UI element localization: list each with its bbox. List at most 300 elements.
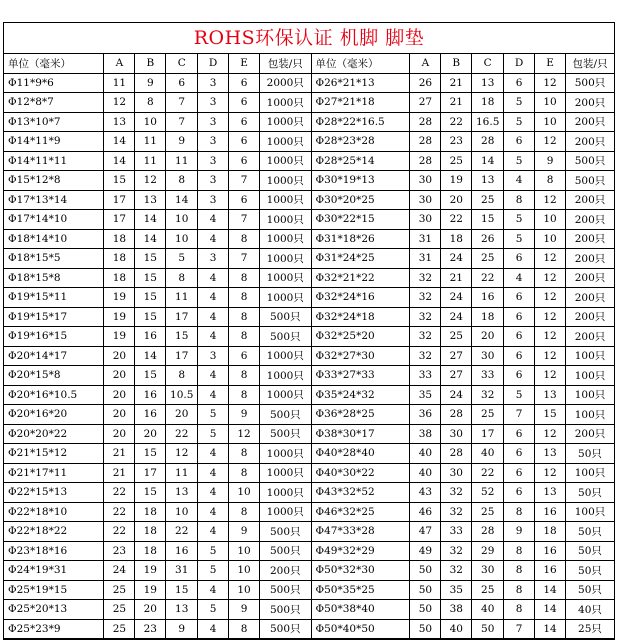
left-size-cell: Φ19*16*15 [4, 327, 104, 347]
right-c-cell: 13 [472, 73, 504, 93]
left-e-cell: 6 [229, 346, 260, 366]
sheet-title: ROHS环保认证 机脚 脚垫 [4, 23, 614, 54]
right-e-cell: 8 [535, 171, 566, 191]
left-e-cell: 9 [229, 600, 260, 620]
right-c-cell: 30 [472, 346, 504, 366]
right-a-cell: 49 [410, 541, 441, 561]
right-d-cell: 6 [504, 73, 535, 93]
left-pack-cell: 2000只 [260, 73, 312, 93]
left-size-cell: Φ22*18*22 [4, 522, 104, 542]
right-c-cell: 28 [472, 132, 504, 152]
right-a-cell: 30 [410, 190, 441, 210]
left-a-cell: 20 [104, 346, 135, 366]
left-e-cell: 8 [229, 463, 260, 483]
right-pack-cell: 100只 [565, 366, 614, 386]
right-c-cell: 22 [472, 463, 504, 483]
left-d-cell: 5 [198, 405, 229, 425]
right-c-cell: 40 [472, 600, 504, 620]
left-pack-cell: 500只 [260, 522, 312, 542]
right-a-cell: 32 [410, 288, 441, 308]
left-size-cell: Φ24*19*31 [4, 561, 104, 581]
table-row [4, 600, 614, 620]
left-b-cell: 13 [135, 190, 166, 210]
right-a-cell: 50 [410, 561, 441, 581]
right-pack-cell: 200只 [565, 268, 614, 288]
left-c-cell: 10 [166, 229, 198, 249]
left-b-cell: 19 [135, 561, 166, 581]
right-a-cell: 40 [410, 463, 441, 483]
right-e-cell: 15 [535, 405, 566, 425]
left-d-cell: 3 [198, 151, 229, 171]
left-d-cell: 4 [198, 502, 229, 522]
left-a-cell: 25 [104, 580, 135, 600]
right-pack-cell: 200只 [565, 112, 614, 132]
left-d-cell: 3 [198, 171, 229, 191]
left-c-cell: 6 [166, 73, 198, 93]
table-row [4, 366, 614, 386]
left-pack-cell: 1000只 [260, 268, 312, 288]
left-b-cell: 15 [135, 444, 166, 464]
right-a-cell: 28 [410, 132, 441, 152]
left-c-cell: 8 [166, 366, 198, 386]
left-c-cell: 9 [166, 132, 198, 152]
right-b-cell: 30 [441, 463, 472, 483]
right-d-cell: 6 [504, 424, 535, 444]
table-row [4, 210, 614, 230]
left-d-cell: 3 [198, 112, 229, 132]
right-pack-cell: 40只 [565, 600, 614, 620]
right-e-cell: 12 [535, 463, 566, 483]
right-c-cell: 32 [472, 385, 504, 405]
left-b-cell: 18 [135, 502, 166, 522]
right-c-cell: 17 [472, 424, 504, 444]
right-d-cell: 4 [504, 171, 535, 191]
right-a-cell: 32 [410, 327, 441, 347]
left-e-cell: 10 [229, 561, 260, 581]
left-c-cell: 14 [166, 190, 198, 210]
left-pack-cell: 1000只 [260, 444, 312, 464]
left-pack-cell: 1000只 [260, 190, 312, 210]
left-b-cell: 8 [135, 93, 166, 113]
left-e-cell: 8 [229, 444, 260, 464]
left-c-cell: 31 [166, 561, 198, 581]
left-pack-cell: 500只 [260, 580, 312, 600]
left-a-cell: 20 [104, 424, 135, 444]
left-pack-cell: 1000只 [260, 385, 312, 405]
left-a-cell: 18 [104, 249, 135, 269]
left-c-cell: 9 [166, 619, 198, 639]
right-d-cell: 4 [504, 268, 535, 288]
left-a-cell: 25 [104, 619, 135, 639]
left-a-cell: 17 [104, 210, 135, 230]
left-d-cell: 5 [198, 541, 229, 561]
right-d-cell: 6 [504, 444, 535, 464]
right-a-cell: 38 [410, 424, 441, 444]
left-c-header: C [166, 54, 198, 73]
right-size-cell: Φ50*32*30 [311, 561, 410, 581]
right-pack-cell: 50只 [565, 444, 614, 464]
right-b-cell: 22 [441, 210, 472, 230]
left-e-cell: 7 [229, 249, 260, 269]
left-c-cell: 16 [166, 541, 198, 561]
left-b-cell: 20 [135, 600, 166, 620]
right-d-cell: 8 [504, 190, 535, 210]
left-a-cell: 14 [104, 132, 135, 152]
right-b-cell: 19 [441, 171, 472, 191]
right-e-cell: 12 [535, 327, 566, 347]
left-b-cell: 10 [135, 112, 166, 132]
left-a-cell: 20 [104, 385, 135, 405]
right-d-cell: 6 [504, 132, 535, 152]
right-b-cell: 30 [441, 424, 472, 444]
right-size-cell: Φ31*18*26 [311, 229, 410, 249]
left-size-cell: Φ25*20*13 [4, 600, 104, 620]
right-size-cell: Φ28*25*14 [311, 151, 410, 171]
left-pack-cell: 1000只 [260, 112, 312, 132]
right-size-cell: Φ28*22*16.5 [311, 112, 410, 132]
right-c-cell: 26 [472, 229, 504, 249]
left-b-cell: 15 [135, 307, 166, 327]
table-row [4, 327, 614, 347]
left-b-cell: 15 [135, 366, 166, 386]
right-c-cell: 13 [472, 171, 504, 191]
right-e-header: E [535, 54, 566, 73]
right-size-cell: Φ50*40*50 [311, 619, 410, 639]
right-pack-cell: 200只 [565, 210, 614, 230]
table-row [4, 522, 614, 542]
left-c-cell: 7 [166, 93, 198, 113]
left-a-cell: 14 [104, 151, 135, 171]
right-e-cell: 13 [535, 385, 566, 405]
left-e-cell: 8 [229, 619, 260, 639]
right-b-cell: 20 [441, 190, 472, 210]
left-pack-cell: 1000只 [260, 366, 312, 386]
left-a-cell: 13 [104, 112, 135, 132]
left-c-cell: 8 [166, 268, 198, 288]
left-c-cell: 22 [166, 424, 198, 444]
left-size-cell: Φ20*16*20 [4, 405, 104, 425]
left-b-cell: 9 [135, 73, 166, 93]
left-size-cell: Φ18*15*8 [4, 268, 104, 288]
right-size-cell: Φ27*21*18 [311, 93, 410, 113]
table-row [4, 229, 614, 249]
left-c-cell: 7 [166, 112, 198, 132]
right-pack-cell: 200只 [565, 327, 614, 347]
left-a-cell: 19 [104, 327, 135, 347]
left-e-cell: 8 [229, 288, 260, 308]
left-size-cell: Φ15*12*8 [4, 171, 104, 191]
right-pack-cell: 50只 [565, 483, 614, 503]
right-pack-cell: 50只 [565, 580, 614, 600]
right-a-cell: 32 [410, 268, 441, 288]
table-row [4, 268, 614, 288]
left-pack-cell: 500只 [260, 327, 312, 347]
right-e-cell: 16 [535, 561, 566, 581]
left-size-cell: Φ14*11*9 [4, 132, 104, 152]
right-a-cell: 50 [410, 619, 441, 639]
right-e-cell: 12 [535, 268, 566, 288]
left-a-cell: 11 [104, 73, 135, 93]
right-d-cell: 6 [504, 483, 535, 503]
left-d-cell: 4 [198, 327, 229, 347]
right-c-cell: 40 [472, 444, 504, 464]
left-d-cell: 5 [198, 561, 229, 581]
left-pack-cell: 1000只 [260, 346, 312, 366]
left-pack-cell: 1000只 [260, 151, 312, 171]
right-c-cell: 16 [472, 288, 504, 308]
right-pack-cell: 200只 [565, 190, 614, 210]
right-c-cell: 22 [472, 268, 504, 288]
right-c-cell: 25 [472, 580, 504, 600]
left-a-cell: 23 [104, 541, 135, 561]
left-e-cell: 8 [229, 229, 260, 249]
left-c-cell: 22 [166, 522, 198, 542]
right-b-cell: 21 [441, 73, 472, 93]
right-size-cell: Φ40*28*40 [311, 444, 410, 464]
right-size-cell: Φ30*22*15 [311, 210, 410, 230]
right-e-cell: 13 [535, 444, 566, 464]
left-b-cell: 14 [135, 210, 166, 230]
right-a-cell: 28 [410, 112, 441, 132]
left-b-cell: 15 [135, 288, 166, 308]
right-size-cell: Φ43*32*52 [311, 483, 410, 503]
table-row [4, 541, 614, 561]
right-pack-cell: 100只 [565, 346, 614, 366]
right-b-cell: 40 [441, 619, 472, 639]
left-c-cell: 20 [166, 405, 198, 425]
table-row [4, 171, 614, 191]
right-d-cell: 5 [504, 229, 535, 249]
right-c-cell: 25 [472, 190, 504, 210]
right-d-cell: 6 [504, 288, 535, 308]
spec-table-body [4, 54, 614, 639]
right-size-cell: Φ36*28*25 [311, 405, 410, 425]
left-pack-cell: 1000只 [260, 502, 312, 522]
left-size-cell: Φ22*15*13 [4, 483, 104, 503]
table-row [4, 93, 614, 113]
right-a-cell: 30 [410, 171, 441, 191]
left-size-cell: Φ25*23*9 [4, 619, 104, 639]
right-pack-cell: 200只 [565, 288, 614, 308]
left-pack-cell: 1000只 [260, 483, 312, 503]
right-pack-cell: 200只 [565, 132, 614, 152]
left-c-cell: 11 [166, 463, 198, 483]
left-c-cell: 15 [166, 327, 198, 347]
left-e-cell: 9 [229, 405, 260, 425]
right-e-cell: 16 [535, 502, 566, 522]
right-pack-cell: 100只 [565, 405, 614, 425]
left-e-cell: 6 [229, 93, 260, 113]
right-a-cell: 47 [410, 522, 441, 542]
left-a-cell: 15 [104, 171, 135, 191]
right-e-cell: 10 [535, 210, 566, 230]
right-d-cell: 8 [504, 580, 535, 600]
right-b-cell: 28 [441, 405, 472, 425]
right-a-cell: 31 [410, 229, 441, 249]
right-size-cell: Φ30*20*25 [311, 190, 410, 210]
right-size-cell: Φ49*32*29 [311, 541, 410, 561]
right-d-cell: 9 [504, 522, 535, 542]
table-row [4, 385, 614, 405]
right-a-cell: 35 [410, 385, 441, 405]
left-size-cell: Φ21*15*12 [4, 444, 104, 464]
right-a-cell: 30 [410, 210, 441, 230]
right-size-cell: Φ32*27*30 [311, 346, 410, 366]
left-e-cell: 8 [229, 366, 260, 386]
left-e-cell: 8 [229, 502, 260, 522]
table-row [4, 619, 614, 639]
left-pack-cell: 1000只 [260, 288, 312, 308]
right-b-cell: 27 [441, 346, 472, 366]
left-b-header: B [135, 54, 166, 73]
right-size-cell: Φ50*38*40 [311, 600, 410, 620]
right-size-cell: Φ40*30*22 [311, 463, 410, 483]
left-b-cell: 15 [135, 249, 166, 269]
left-size-cell: Φ17*14*10 [4, 210, 104, 230]
left-size-cell: Φ20*15*8 [4, 366, 104, 386]
right-d-cell: 6 [504, 346, 535, 366]
right-e-cell: 9 [535, 151, 566, 171]
right-size-cell: Φ32*24*16 [311, 288, 410, 308]
table-row [4, 346, 614, 366]
left-pack-cell: 500只 [260, 600, 312, 620]
right-size-cell: Φ32*25*20 [311, 327, 410, 347]
right-a-header: A [410, 54, 441, 73]
left-b-cell: 18 [135, 541, 166, 561]
header-row [4, 54, 614, 73]
right-e-cell: 10 [535, 229, 566, 249]
left-e-header: E [229, 54, 260, 73]
left-c-cell: 17 [166, 307, 198, 327]
right-b-cell: 32 [441, 483, 472, 503]
right-d-cell: 8 [504, 541, 535, 561]
left-d-cell: 5 [198, 600, 229, 620]
right-a-cell: 50 [410, 580, 441, 600]
left-size-cell: Φ13*10*7 [4, 112, 104, 132]
right-size-cell: Φ46*32*25 [311, 502, 410, 522]
left-b-cell: 14 [135, 346, 166, 366]
left-e-cell: 8 [229, 268, 260, 288]
left-d-cell: 4 [198, 619, 229, 639]
right-a-cell: 43 [410, 483, 441, 503]
right-e-cell: 12 [535, 288, 566, 308]
table-row [4, 112, 614, 132]
left-c-cell: 11 [166, 151, 198, 171]
right-c-cell: 25 [472, 249, 504, 269]
right-size-cell: Φ33*27*33 [311, 366, 410, 386]
left-b-cell: 14 [135, 229, 166, 249]
right-a-cell: 50 [410, 600, 441, 620]
right-c-cell: 15 [472, 210, 504, 230]
right-d-cell: 8 [504, 561, 535, 581]
left-e-cell: 6 [229, 190, 260, 210]
right-pack-header: 包装/只 [565, 54, 614, 73]
right-e-cell: 14 [535, 580, 566, 600]
left-pack-cell: 1000只 [260, 463, 312, 483]
left-pack-cell: 500只 [260, 619, 312, 639]
right-pack-cell: 50只 [565, 541, 614, 561]
left-pack-cell: 1000只 [260, 249, 312, 269]
right-c-cell: 50 [472, 619, 504, 639]
right-d-cell: 6 [504, 327, 535, 347]
right-c-cell: 30 [472, 561, 504, 581]
right-size-cell: Φ50*35*25 [311, 580, 410, 600]
left-c-cell: 17 [166, 346, 198, 366]
right-b-cell: 24 [441, 249, 472, 269]
left-c-cell: 8 [166, 171, 198, 191]
right-a-cell: 36 [410, 405, 441, 425]
left-b-cell: 16 [135, 327, 166, 347]
left-a-cell: 22 [104, 522, 135, 542]
left-d-cell: 4 [198, 483, 229, 503]
right-d-cell: 6 [504, 307, 535, 327]
left-d-cell: 3 [198, 249, 229, 269]
right-b-cell: 32 [441, 561, 472, 581]
table-row [4, 483, 614, 503]
left-c-cell: 5 [166, 249, 198, 269]
right-size-cell: Φ35*24*32 [311, 385, 410, 405]
left-pack-cell: 1000只 [260, 93, 312, 113]
left-size-cell: Φ18*14*10 [4, 229, 104, 249]
left-pack-cell: 1000只 [260, 210, 312, 230]
left-size-cell: Φ19*15*17 [4, 307, 104, 327]
right-b-cell: 38 [441, 600, 472, 620]
right-d-header: D [504, 54, 535, 73]
right-e-cell: 12 [535, 190, 566, 210]
left-e-cell: 10 [229, 483, 260, 503]
right-a-cell: 32 [410, 346, 441, 366]
right-c-cell: 29 [472, 541, 504, 561]
left-pack-cell: 500只 [260, 541, 312, 561]
left-b-cell: 17 [135, 463, 166, 483]
left-a-cell: 21 [104, 444, 135, 464]
left-d-cell: 3 [198, 73, 229, 93]
right-pack-cell: 25只 [565, 619, 614, 639]
right-e-cell: 12 [535, 73, 566, 93]
table-row [4, 405, 614, 425]
left-c-cell: 12 [166, 444, 198, 464]
right-d-cell: 7 [504, 405, 535, 425]
table-row [4, 151, 614, 171]
left-size-cell: Φ11*9*6 [4, 73, 104, 93]
left-c-cell: 10.5 [166, 385, 198, 405]
right-c-cell: 18 [472, 307, 504, 327]
right-size-cell: Φ31*24*25 [311, 249, 410, 269]
left-b-cell: 11 [135, 151, 166, 171]
left-size-cell: Φ20*20*22 [4, 424, 104, 444]
left-size-cell: Φ18*15*5 [4, 249, 104, 269]
left-e-cell: 7 [229, 210, 260, 230]
right-b-cell: 35 [441, 580, 472, 600]
right-c-cell: 33 [472, 366, 504, 386]
right-size-cell: Φ38*30*17 [311, 424, 410, 444]
left-e-cell: 8 [229, 385, 260, 405]
left-b-cell: 11 [135, 132, 166, 152]
right-e-cell: 13 [535, 483, 566, 503]
right-e-cell: 14 [535, 600, 566, 620]
right-c-cell: 28 [472, 522, 504, 542]
right-size-cell: Φ28*23*28 [311, 132, 410, 152]
left-pack-cell: 1000只 [260, 171, 312, 191]
right-b-cell: 23 [441, 132, 472, 152]
left-size-cell: Φ17*13*14 [4, 190, 104, 210]
left-a-cell: 19 [104, 307, 135, 327]
right-d-cell: 5 [504, 210, 535, 230]
left-c-cell: 13 [166, 600, 198, 620]
left-a-cell: 20 [104, 366, 135, 386]
right-b-cell: 21 [441, 93, 472, 113]
left-b-cell: 23 [135, 619, 166, 639]
